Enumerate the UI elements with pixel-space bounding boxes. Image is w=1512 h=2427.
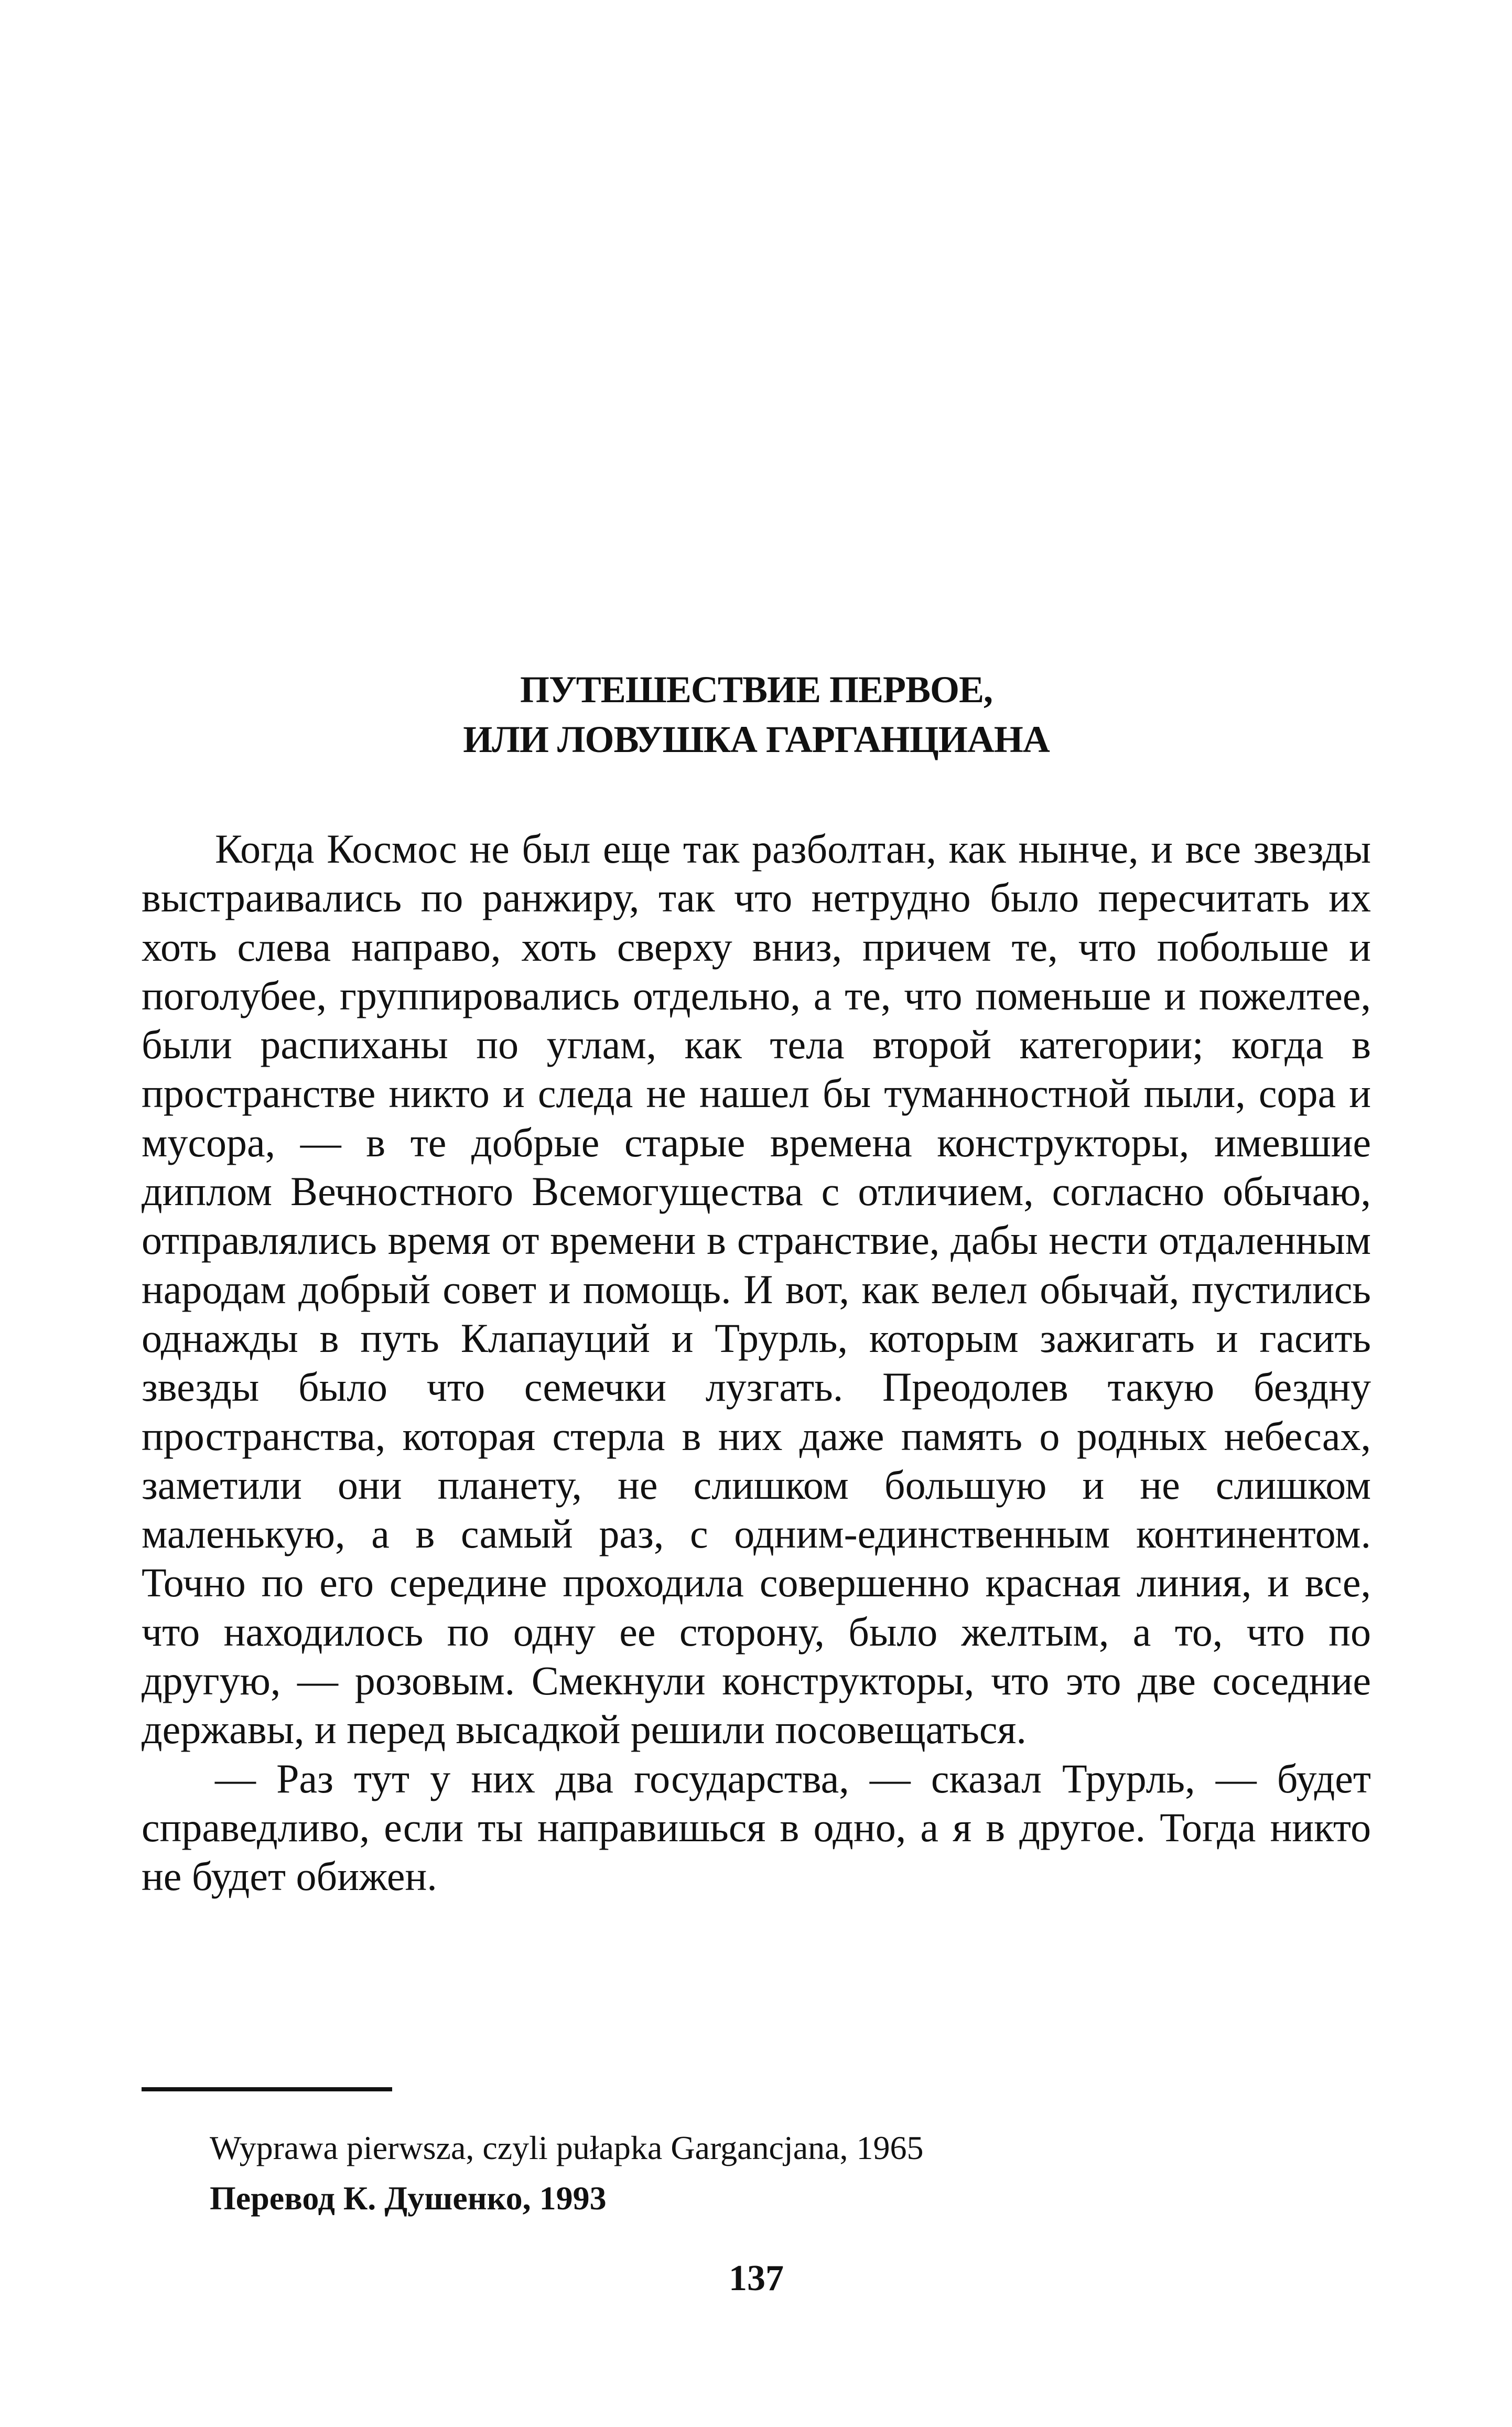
- chapter-title-line-2: ИЛИ ЛОВУШКА ГАРГАНЦИАНА: [463, 718, 1050, 760]
- body-paragraph-1: Когда Космос не был еще так разболтан, как нынче, и все звезды выстраивались по ранжиру, так что нетрудно было пересчитать их хоть слева направо, хоть сверху вниз, причем те, что побольше и поголубее, группировались отдельно, а те, что поменьше и пожелтее, были распиханы по углам, как тела второй категории; когда в пространстве никто и следа не нашел бы туманностной пыли, сора и мусора, — в те добрые старые времена конструкторы, имевшие диплом Вечностного Всемогущества с отличием, согласно обычаю, отправлялись время от времени в странствие, дабы нести отдаленным народам добрый совет и помощь. И вот, как велел обычай, пустились однажды в путь Клапауций и Трурль, которым зажигать и гасить звезды было что семечки лузгать. Преодолев такую бездну пространства, которая стерла в них даже память о родных небесах, заметили они планету, не слишком большую и не слишком маленькую, а в самый раз, с одним-единственным континентом. Точно по его середине проходила совершенно красная линия, и все, что находилось по одну ее сторону, было желтым, а то, что по другую, — розовым. Смекнули конструкторы, что это две соседние державы, и перед высадкой решили посовещаться.: [142, 826, 1371, 1753]
- chapter-title: [142, 665, 1371, 765]
- footnote: [210, 2123, 1371, 2224]
- footnote-translation-credit: К. Душенко, 1993: [343, 2179, 607, 2217]
- footnote-divider: [142, 2087, 392, 2091]
- chapter-title-line-1: ПУТЕШЕСТВИЕ ПЕРВОЕ,: [520, 669, 993, 711]
- footnote-translation-label: Перевод: [210, 2179, 335, 2217]
- page-number: 137: [729, 2258, 784, 2299]
- chapter-body: [142, 824, 1371, 1901]
- body-paragraph-2: — Раз тут у них два государства, — сказал Трурль, — будет справедливо, если ты направишься в одно, а я в другое. Тогда никто не будет обижен.: [142, 1755, 1371, 1899]
- footnote-original-title: Wyprawa pierwsza, czyli pułapka Gargancjana, 1965: [210, 2129, 924, 2166]
- footnote-translation: [210, 2173, 1371, 2224]
